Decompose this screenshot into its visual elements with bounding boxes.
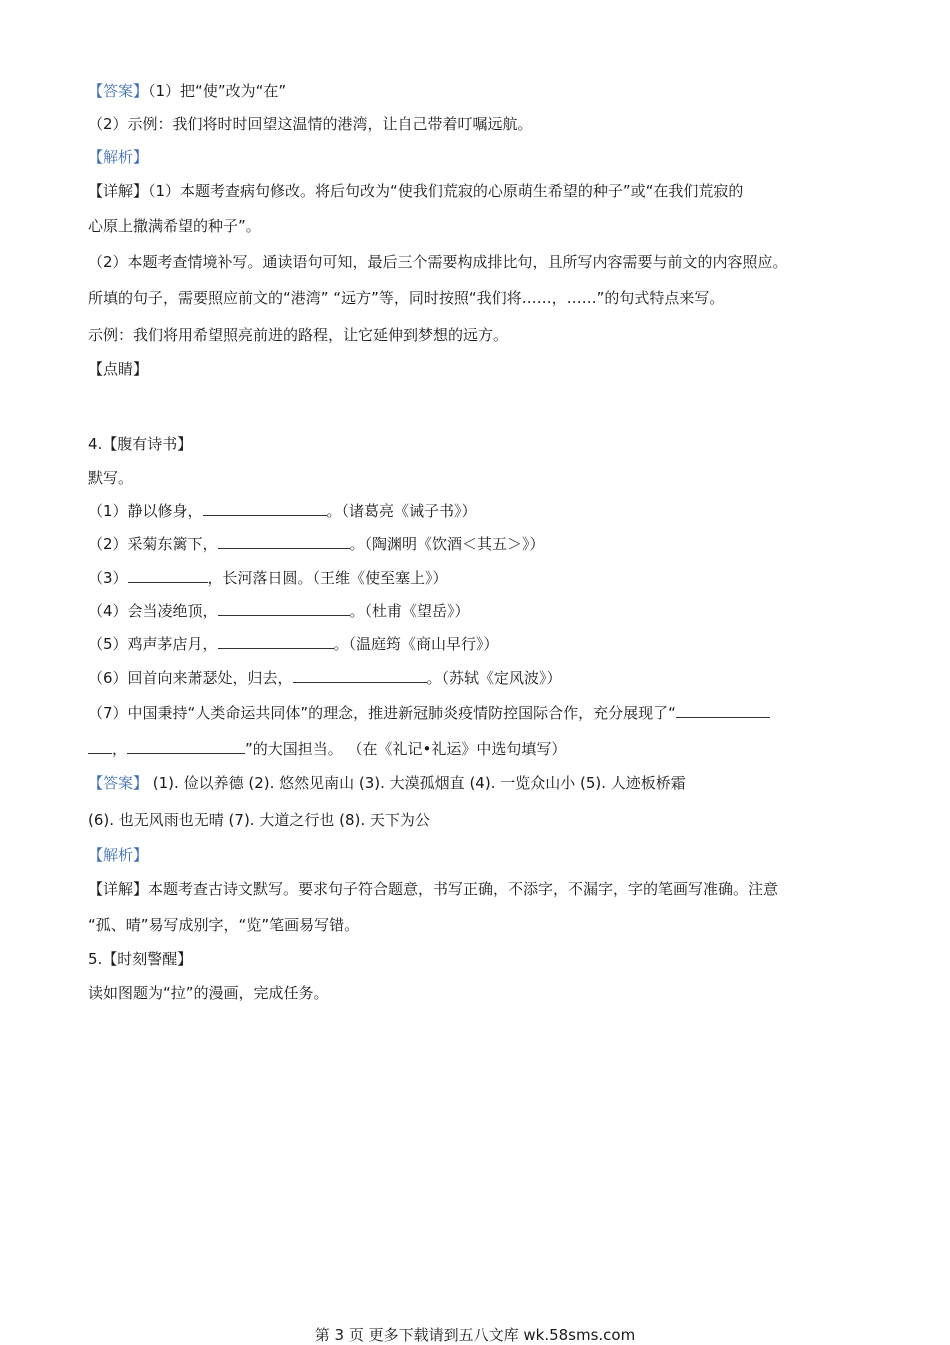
detail-text: 心原上撒满希望的种子”。	[88, 217, 261, 235]
analysis-tag: 【解析】	[88, 148, 149, 166]
question-instruction: 读如图题为“拉”的漫画，完成任务。	[88, 984, 329, 1002]
fill-blank[interactable]	[293, 668, 427, 683]
fill-blank[interactable]	[128, 568, 208, 583]
answer-line: 【答案】 (1). 俭以养德 (2). 悠然见南山 (3). 大漠孤烟直 (4). 一览众山小 (5). 人迹板桥霜	[88, 774, 686, 792]
answer-tag: 【答案】（1）把“使”改为“在”	[88, 82, 287, 100]
detail-text: （2）本题考查情境补写。通读语句可知，最后三个需要构成排比句，且所写内容需要与前文的内容照应。	[88, 253, 788, 271]
fill-item: （6）回首向来萧瑟处，归去， 。（苏轼《定风波》）	[88, 669, 562, 687]
fill-item: （3） ，长河落日圆。（王维《使至塞上》）	[88, 569, 448, 587]
fill-blank[interactable]	[127, 739, 245, 754]
answer-text-2: （2）示例：我们将时时回望这温情的港湾，让自己带着叮嘱远航。	[88, 115, 533, 133]
fill-blank[interactable]	[218, 601, 350, 616]
fill-item: （5）鸡声茅店月， 。（温庭筠《商山早行》）	[88, 635, 499, 653]
question-title: 5.【时刻警醒】	[88, 950, 193, 968]
fill-item: ， ”的大国担当。 （在《礼记•礼运》中选句填写）	[88, 739, 566, 759]
answer-line: (6). 也无风雨也无晴 (7). 大道之行也 (8). 天下为公	[88, 811, 430, 829]
fill-blank[interactable]	[676, 703, 770, 718]
fill-blank[interactable]	[88, 739, 112, 754]
detail-text: 【详解】本题考查古诗文默写。要求句子符合题意，书写正确，不添字，不漏字，字的笔画写准确。注意	[88, 880, 779, 898]
question-instruction: 默写。	[88, 469, 134, 487]
analysis-tag: 【解析】	[88, 846, 149, 864]
fill-blank[interactable]	[218, 634, 334, 649]
fill-item: （2）采菊东篱下， 。（陶渊明《饮酒＜其五＞》）	[88, 535, 545, 553]
detail-text: 【详解】（1）本题考查病句修改。将后句改为“使我们荒寂的心原萌生希望的种子”或“在我们荒寂的	[88, 182, 744, 200]
page-footer: 第 3 页 更多下载请到五八文库 wk.58sms.com	[314, 1326, 636, 1344]
detail-text: 示例：我们将用希望照亮前进的路程，让它延伸到梦想的远方。	[88, 326, 509, 344]
fill-item: （7）中国秉持“人类命运共同体”的理念，推进新冠肺炎疫情防控国际合作，充分展现了“	[88, 703, 770, 723]
fill-blank[interactable]	[203, 501, 327, 516]
answer-text-1: （1）把“使”改为“在”	[148, 82, 287, 100]
detail-text: “孤、晴”易写成别字，“览”笔画易写错。	[88, 916, 360, 934]
detail-text: 所填的句子，需要照应前文的“港湾” “远方”等，同时按照“我们将……，……”的句式特点来写。	[88, 289, 725, 307]
fill-item: （1）静以修身， 。（诸葛亮《诫子书》）	[88, 502, 477, 520]
dianjing-tag: 【点睛】	[88, 360, 149, 378]
fill-item: （4）会当凌绝顶， 。（杜甫《望岳》）	[88, 602, 470, 620]
answer-tag: 【答案】	[88, 774, 149, 792]
question-title: 4.【腹有诗书】	[88, 435, 193, 453]
fill-blank[interactable]	[218, 534, 350, 549]
